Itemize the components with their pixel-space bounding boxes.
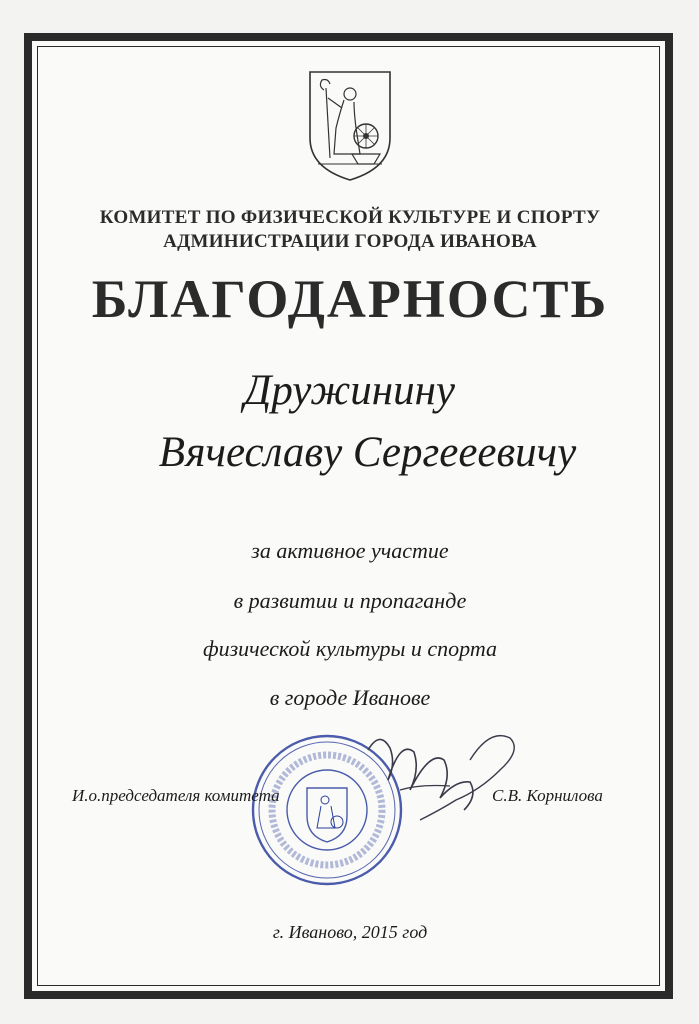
reason-line: физической культуры и спорта: [202, 636, 497, 661]
document-title: БЛАГОДАРНОСТЬ: [91, 269, 609, 329]
signatory-name: С.В. Корнилова: [492, 786, 603, 805]
coat-of-arms-icon: [304, 68, 396, 184]
place-and-date: г. Иваново, 2015 год: [272, 922, 428, 942]
handwritten-signature: [360, 720, 530, 830]
signatory-role: И.о.председателя комитета: [72, 786, 280, 805]
organization-line-2: АДМИНИСТРАЦИИ ГОРОДА ИВАНОВА: [163, 231, 537, 252]
reason-line: за активное участие: [251, 538, 449, 563]
reason-line: в городе Иванове: [269, 685, 431, 710]
recipient-given-names: Вячеславу Сергееевичу: [158, 429, 577, 476]
reason-line: в развитии и пропаганде: [233, 588, 467, 613]
recipient-surname: Дружинину: [243, 367, 456, 414]
organization-line-1: КОМИТЕТ ПО ФИЗИЧЕСКОЙ КУЛЬТУРЕ И СПОРТУ: [99, 207, 601, 228]
